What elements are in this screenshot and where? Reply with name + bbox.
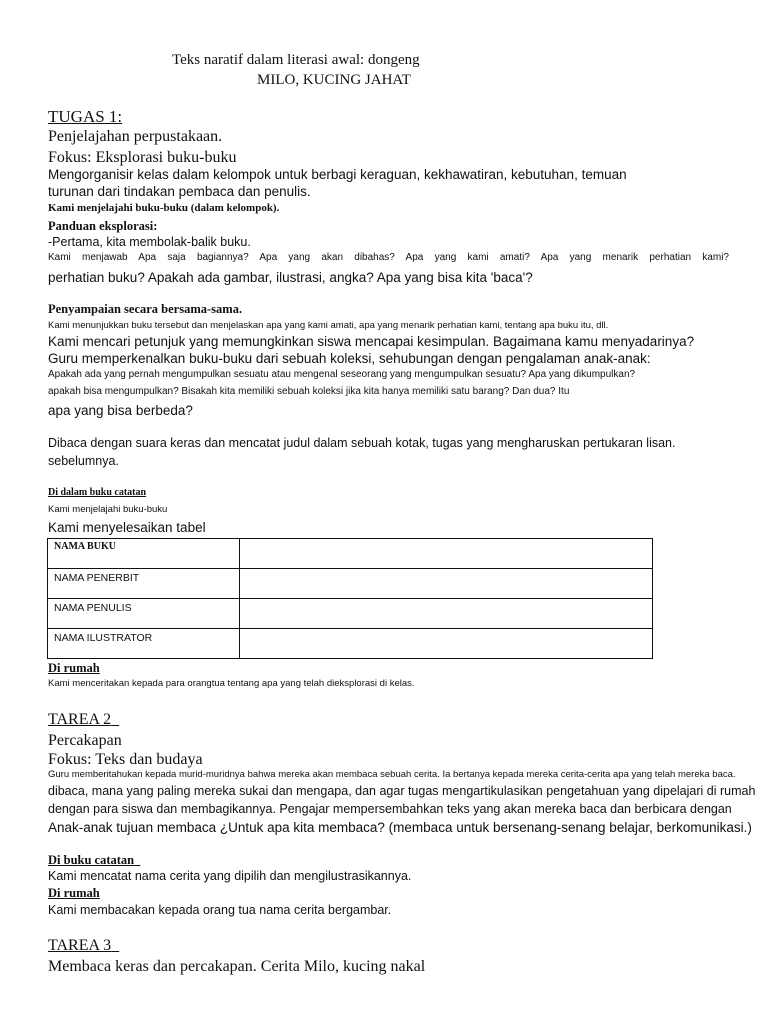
table-cell-value[interactable] <box>240 569 653 599</box>
table-cell-label <box>48 599 240 629</box>
read-line1: Dibaca dengan suara keras dan mencatat judul dalam sebuah kotak, tugas yang mengharuskan pertukaran lisan. <box>48 436 676 450</box>
task1-subtitle: Penjelajahan perpustakaan. <box>48 128 223 145</box>
share-line2: Kami mencari petunjuk yang memungkinkan siswa mencapai kesimpulan. Bagaimana kamu menyadarinya? <box>48 334 695 349</box>
task2-notebook-heading <box>48 853 140 868</box>
table-cell-value[interactable] <box>240 599 653 629</box>
notebook-heading: Di dalam buku catatan <box>48 487 147 498</box>
illustrator-label: NAMA ILUSTRATOR <box>54 632 153 644</box>
book-info-table <box>47 538 653 659</box>
task1-heading: TUGAS 1: <box>48 107 123 126</box>
notebook-line2: Kami menyelesaikan tabel <box>48 520 206 535</box>
task2-focus: Fokus: Teks dan budaya <box>48 751 203 768</box>
book-name-value <box>240 539 652 541</box>
document-title: MILO, KUCING JAHAT <box>257 72 411 88</box>
task2-heading <box>48 711 119 729</box>
guide-line2: Kami menjawab Apa saja bagiannya? Apa yang akan dibahas? Apa yang kami amati? Apa yang menarik perhatian kami? <box>48 252 729 263</box>
task2-heading-text: TAREA 2 <box>48 711 112 728</box>
task2-notebook-heading-text: Di buku catatan <box>48 853 135 867</box>
task2-line4: Anak-anak tujuan membaca ¿Untuk apa kita membaca? (membaca untuk bersenang-senang belajar, berkomunikasi.) <box>48 820 752 835</box>
task2-subtitle: Percakapan <box>48 732 122 749</box>
read-line2: sebelumnya. <box>48 454 119 468</box>
book-name-label: NAMA BUKU <box>54 541 116 552</box>
illustrator-value <box>240 629 652 631</box>
author-label: NAMA PENULIS <box>54 602 132 614</box>
notebook-line1: Kami menjelajahi buku-buku <box>48 504 168 515</box>
share-line3: Guru memperkenalkan buku-buku dari sebuah koleksi, sehubungan dengan pengalaman anak-anak: <box>48 351 651 366</box>
share-line5: apakah bisa mengumpulkan? Bisakah kita memiliki sebuah koleksi jika kita hanya memiliki satu barang? Dan dua? Itu <box>48 386 570 397</box>
table-row <box>48 539 653 569</box>
share-line1: Kami menunjukkan buku tersebut dan menjelaskan apa yang kami amati, apa yang menarik perhatian kami, tentang apa buku itu, dll. <box>48 320 609 331</box>
table-cell-label <box>48 539 240 569</box>
task1-explore-note: Kami menjelajahi buku-buku (dalam kelompok). <box>48 202 280 214</box>
task2-home-line: Kami membacakan kepada orang tua nama cerita bergambar. <box>48 903 392 917</box>
task3-subtitle: Membaca keras dan percakapan. Cerita Milo, kucing nakal <box>48 958 426 975</box>
table-row <box>48 599 653 629</box>
task1-intro-line2: turunan dari tindakan pembaca dan penulis. <box>48 184 311 199</box>
task2-line3: dengan para siswa dan membagikannya. Pengajar mempersembahkan teks yang akan mereka baca dan berbicara dengan <box>48 802 732 816</box>
table-row <box>48 569 653 599</box>
table-row <box>48 629 653 659</box>
table-cell-value[interactable] <box>240 539 653 569</box>
guide-heading: Panduan eksplorasi: <box>48 219 158 233</box>
task1-intro-line1-text: Mengorganisir kelas dalam kelompok untuk berbagi keraguan, kekhawatiran, kebutuhan, temuan <box>48 167 627 182</box>
table-cell-label <box>48 569 240 599</box>
task2-line2: dibaca, mana yang paling mereka sukai dan mengapa, dan agar tugas mengartikulasikan pengetahuan yang dipelajari di rumah <box>48 784 756 798</box>
task2-home-heading: Di rumah <box>48 886 100 900</box>
table-cell-value[interactable] <box>240 629 653 659</box>
publisher-label: NAMA PENERBIT <box>54 572 140 584</box>
task3-heading <box>48 937 119 955</box>
publisher-value <box>240 569 652 571</box>
home-line: Kami menceritakan kepada para orangtua tentang apa yang telah dieksplorasi di kelas. <box>48 678 415 689</box>
home-heading: Di rumah <box>48 661 100 675</box>
share-line6: apa yang bisa berbeda? <box>48 403 193 418</box>
guide-line1: -Pertama, kita membolak-balik buku. <box>48 235 251 249</box>
task3-heading-text: TAREA 3 <box>48 937 112 954</box>
task2-line1: Guru memberitahukan kepada murid-muridnya bahwa mereka akan membaca sebuah cerita. Ia bertanya kepada mereka cerita-cerita apa yang telah mereka baca. <box>48 769 736 780</box>
task2-notebook-line: Kami mencatat nama cerita yang dipilih dan mengilustrasikannya. <box>48 869 412 883</box>
task1-focus: Fokus: Eksplorasi buku-buku <box>48 149 237 166</box>
share-heading: Penyampaian secara bersama-sama. <box>48 302 243 316</box>
author-value <box>240 599 652 601</box>
task1-intro-line1 <box>48 167 670 182</box>
share-line4: Apakah ada yang pernah mengumpulkan sesuatu atau mengenal seseorang yang mengumpulkan sesuatu? Apa yang dikumpulkan? <box>48 369 636 380</box>
table-cell-label <box>48 629 240 659</box>
guide-line3: perhatian buku? Apakah ada gambar, ilustrasi, angka? Apa yang bisa kita 'baca'? <box>48 270 533 285</box>
document-subtitle: Teks naratif dalam literasi awal: dongeng <box>172 52 420 68</box>
